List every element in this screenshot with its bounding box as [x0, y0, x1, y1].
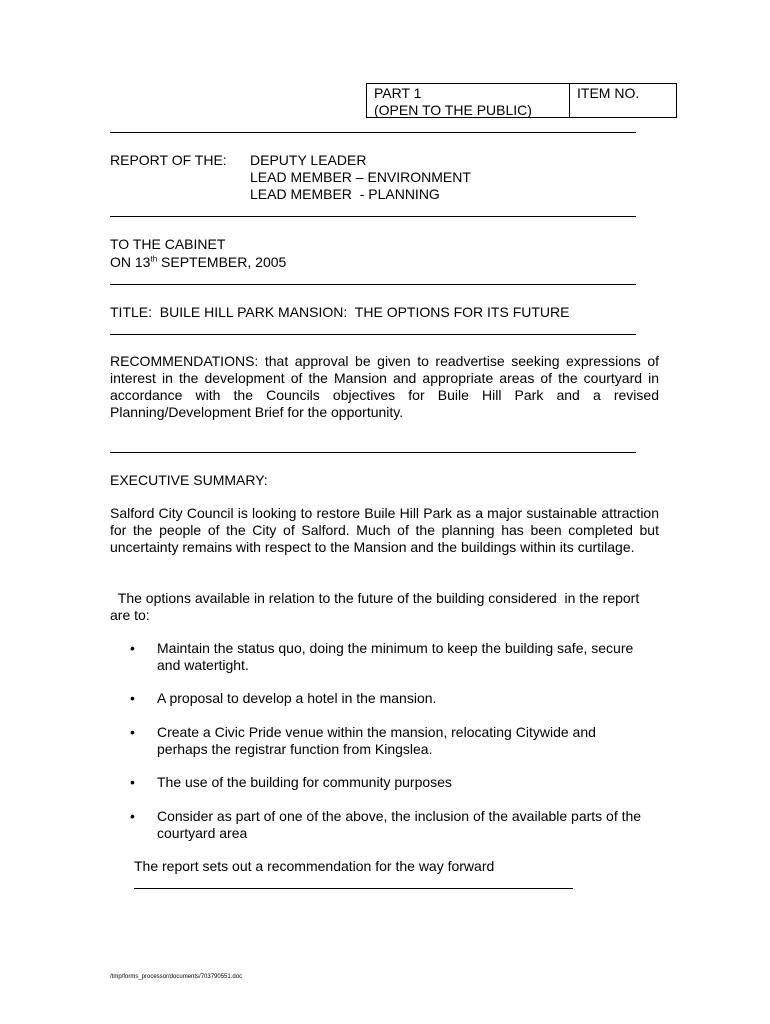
date-suffix: SEPTEMBER, 2005: [157, 254, 287, 270]
options-list: [130, 724, 650, 758]
part-cell: [367, 84, 570, 117]
divider: [110, 334, 636, 335]
options-list: [130, 808, 650, 842]
options-list: [130, 774, 650, 791]
options-list: [130, 690, 650, 707]
closing-sentence: The report sets out a recommendation for the way forward: [134, 858, 495, 874]
part-item-box: [366, 83, 677, 118]
bullet-icon: •: [130, 724, 135, 740]
bullet-icon: •: [130, 640, 135, 656]
report-of-line: LEAD MEMBER – ENVIRONMENT: [250, 169, 471, 185]
list-item: [130, 724, 650, 758]
date-superscript: th: [150, 254, 158, 264]
report-of-label: REPORT OF THE:: [110, 152, 227, 168]
date-prefix: ON 13: [110, 254, 151, 270]
divider: [110, 452, 636, 453]
list-item: [130, 640, 650, 674]
cabinet-line: TO THE CABINET: [110, 236, 226, 252]
options-list: [130, 640, 650, 674]
cabinet-date: [110, 254, 286, 271]
option-text: The use of the building for community purposes: [157, 774, 452, 790]
option-text: Maintain the status quo, doing the minimum to keep the building safe, secure and watertight.: [157, 640, 634, 673]
divider: [110, 216, 636, 217]
bullet-icon: •: [130, 690, 135, 706]
bullet-icon: •: [130, 808, 135, 824]
divider: [110, 132, 636, 133]
list-item: [130, 774, 650, 791]
footer-file-path: /tmp/forms_processor/documents/703790551.doc: [110, 974, 243, 980]
part-label: PART 1: [374, 85, 422, 101]
report-of-line: DEPUTY LEADER: [250, 152, 367, 168]
list-item: [130, 690, 650, 707]
executive-summary-paragraph: Salford City Council is looking to restore Buile Hill Park as a major sustainable attraction for the people of the City of Salford. Much of the planning has been completed but uncertainty remains with respect to the Mansion and the buildings within its curtilage.: [110, 505, 659, 555]
report-of-line: LEAD MEMBER - PLANNING: [250, 186, 440, 202]
list-item: [130, 808, 650, 842]
executive-summary-heading: EXECUTIVE SUMMARY:: [110, 472, 268, 488]
option-text: Create a Civic Pride venue within the mansion, relocating Citywide and perhaps the registrar function from Kingslea.: [157, 724, 596, 757]
open-to-public-label: (OPEN TO THE PUBLIC): [374, 102, 532, 118]
divider: [134, 888, 573, 889]
divider: [110, 284, 636, 285]
option-text: Consider as part of one of the above, the inclusion of the available parts of the courtyard area: [157, 808, 642, 841]
option-text: A proposal to develop a hotel in the mansion.: [157, 690, 437, 706]
bullet-icon: •: [130, 774, 135, 790]
item-no-label: ITEM NO.: [577, 85, 640, 101]
report-of-list: [250, 152, 650, 203]
recommendations-paragraph: RECOMMENDATIONS: that approval be given to readvertise seeking expressions of interest in the development of the Mansion and appropriate areas of the courtyard in accordance with the Councils objectives for Buile Hill Park and a revised Planning/Development Brief for the opportunity.: [110, 353, 659, 420]
item-no-cell: [570, 84, 676, 117]
report-title: TITLE: BUILE HILL PARK MANSION: THE OPTIONS FOR ITS FUTURE: [110, 304, 570, 320]
options-intro: The options available in relation to the future of the building considered in the report are to:: [110, 590, 644, 623]
